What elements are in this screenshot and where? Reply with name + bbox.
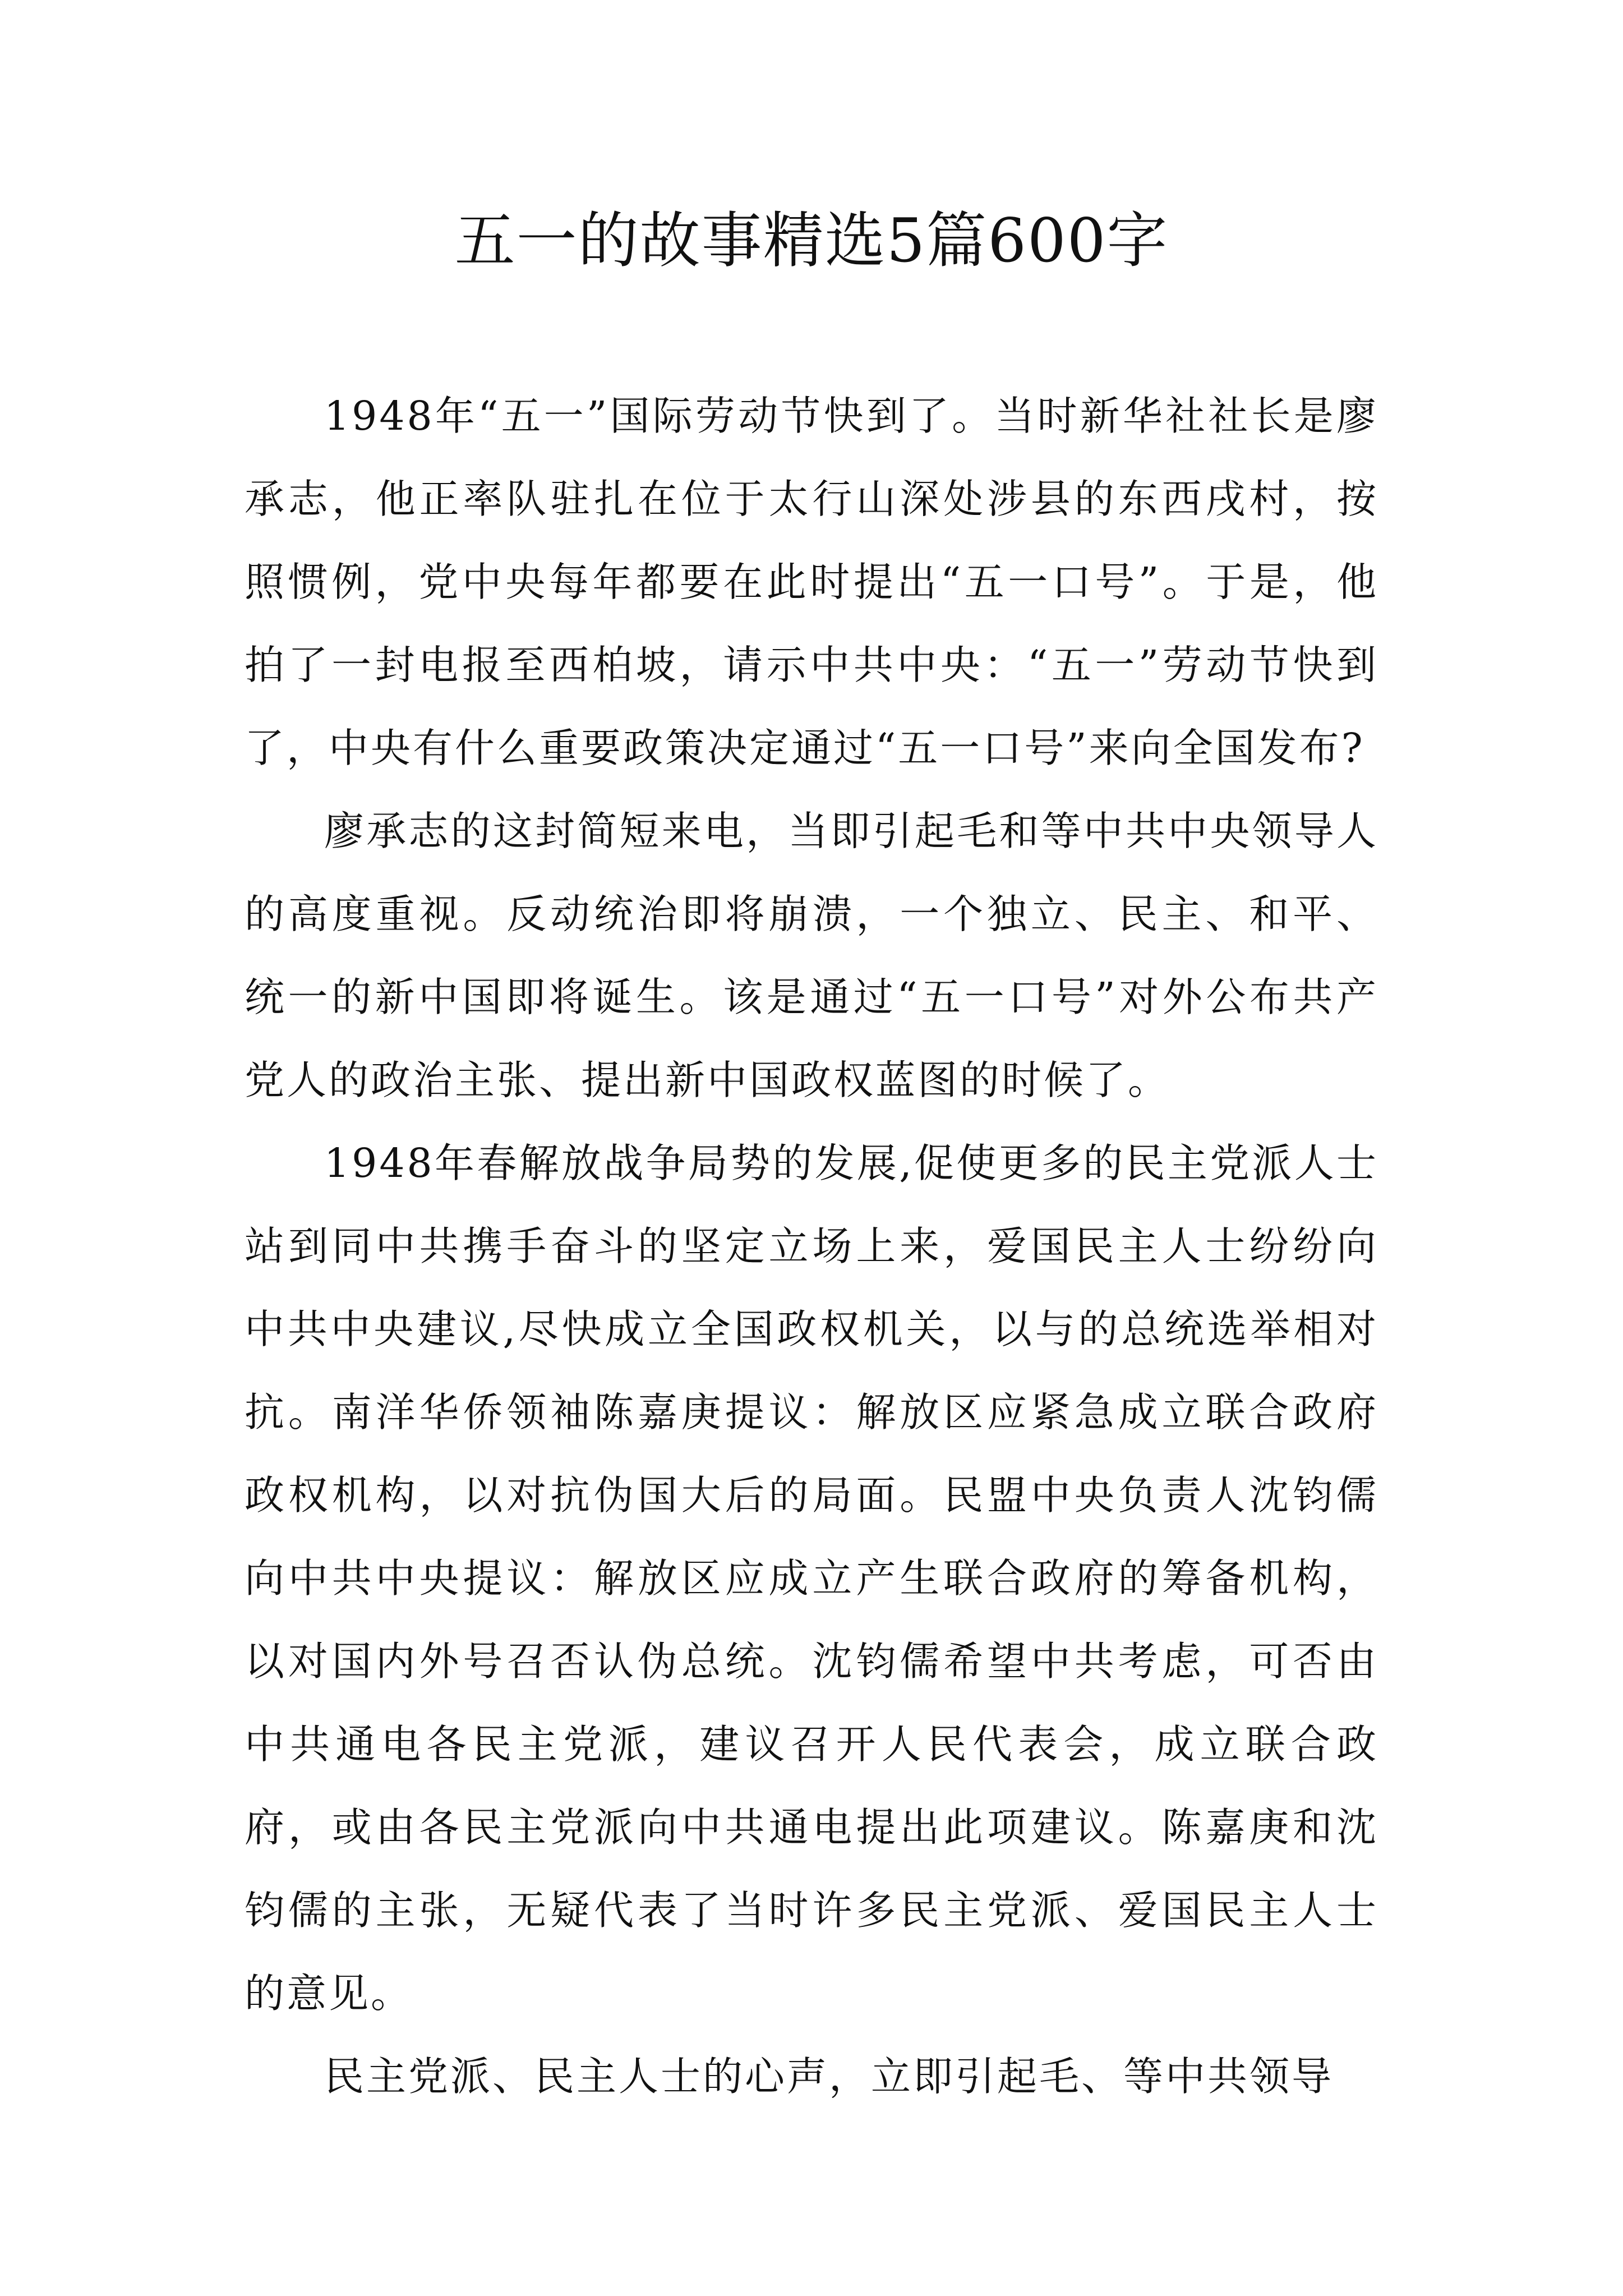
paragraph-3: 1948年春解放战争局势的发展,促使更多的民主党派人士站到同中共携手奋斗的坚定立场上来，爱国民主人士纷纷向中共中央建议,尽快成立全国政权机关，以与的总统选举相对抗。南洋华侨领袖陈嘉庚提议：解放区应紧急成立联合政府政权机构，以对抗伪国大后的局面。民盟中央负责人沈钧儒向中共中央提议：解放区应成立产生联合政府的筹备机构，以对国内外号召否认伪总统。沈钧儒希望中共考虑，可否由中共通电各民主党派，建议召开人民代表会，成立联合政府，或由各民主党派向中共通电提出此项建议。陈嘉庚和沈钧儒的主张，无疑代表了当时许多民主党派、爱国民主人士的意见。 [245,1140,1378,2017]
paragraph-2: 廖承志的这封简短来电，当即引起毛和等中共中央领导人的高度重视。反动统治即将崩溃，一个独立、民主、和平、统一的新中国即将诞生。该是通过“五一口号”对外公布共产党人的政治主张、提出新中国政权蓝图的时候了。 [245,808,1378,1103]
paragraph-4: 民主党派、民主人士的心声，立即引起毛、等中共领导 [324,2053,1334,2100]
paragraph-1: 1948年“五一”国际劳动节快到了。当时新华社社长是廖承志，他正率队驻扎在位于太行山深处涉县的东西戌村，按照惯例，党中央每年都要在此时提出“五一口号”。于是，他拍了一封电报至西柏坡，请示中共中央：“五一”劳动节快到了，中央有什么重要政策决定通过“五一口号”来向全国发布? [245,393,1378,771]
document-title: 五一的故事精选5篇600字 [454,206,1169,276]
document-body [245,375,1378,2118]
